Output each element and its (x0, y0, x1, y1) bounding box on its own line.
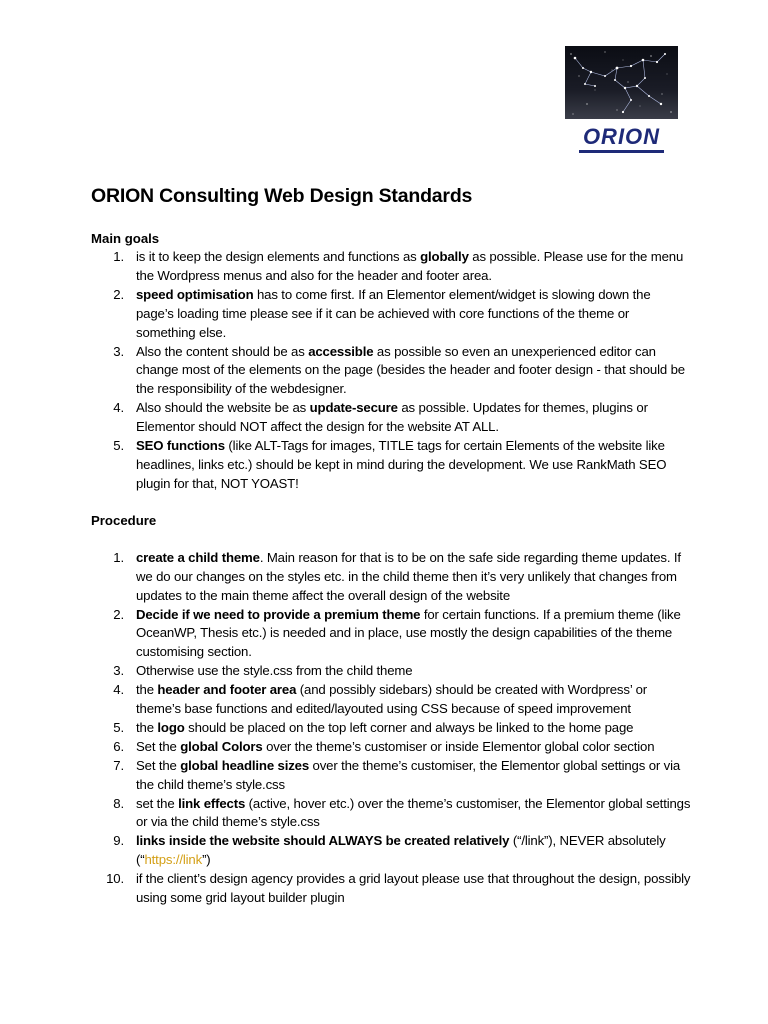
item-text: set the (136, 795, 179, 811)
item-text: (and possibly sidebars) should be created with Wordpress’ or theme’s base functions and edited/layouted using CSS because of speed improvement (136, 682, 648, 717)
item-emphasis: logo (157, 719, 185, 735)
main-goal-item (91, 399, 691, 437)
list-number: 3. (113, 663, 124, 679)
list-number: 10. (106, 871, 124, 887)
item-text: over the theme’s customiser, the Elementor global settings or via the child theme’s style.css (136, 757, 681, 792)
item-emphasis: header and footer area (157, 682, 297, 698)
main-goal-item (91, 437, 691, 494)
list-number: 2. (113, 606, 124, 622)
list-number: 5. (113, 719, 124, 735)
item-text: Set the (136, 757, 181, 773)
item-emphasis: global headline sizes (180, 757, 310, 773)
item-text: (“/link”), NEVER absolutely (“ (136, 833, 666, 868)
item-text: Also should the website be as (136, 400, 310, 416)
item-emphasis: create a child theme (136, 549, 260, 565)
procedure-item (91, 832, 691, 870)
main-goal-item (91, 248, 691, 286)
procedure-item (91, 606, 691, 663)
logo-underline (579, 150, 664, 153)
item-text: has to come first. If an Elementor element/widget is slowing down the page’s loading time please see if it can be achieved with core functions of the theme or something else. (136, 286, 651, 340)
list-number: 6. (113, 738, 124, 754)
procedure-item (91, 738, 691, 757)
item-text: the (136, 719, 158, 735)
list-number: 3. (113, 343, 124, 359)
item-text: ”) (202, 852, 211, 868)
document-body (91, 184, 691, 908)
main-goals-heading: Main goals (91, 231, 160, 246)
item-text: is it to keep the design elements and functions as (136, 249, 421, 264)
item-text: as possible. Please use for the menu the Wordpress menus and also for the header and footer area. (136, 249, 684, 283)
list-number: 5. (113, 438, 124, 454)
orion-logo (565, 46, 678, 159)
procedure-item (91, 662, 691, 681)
constellation-image (565, 46, 678, 119)
item-text: over the theme’s customiser or inside Elementor global color section (262, 738, 655, 754)
item-text: Set the (136, 738, 181, 754)
item-text: . Main reason for that is to be on the safe side regarding theme updates. If we do our changes on the styles etc. in the child theme then it’s very unlikely that changes from updates to the main theme affect the overall design of the website (136, 549, 681, 603)
item-text: if the client’s design agency provides a grid layout please use that throughout the design, possibly using some grid layout builder plugin (136, 871, 691, 906)
item-emphasis: Decide if we need to provide a premium theme (136, 606, 421, 622)
procedure-item (91, 719, 691, 738)
list-number: 2. (113, 286, 124, 302)
item-text: for certain functions. If a premium theme (like OceanWP, Thesis etc.) is needed and in place, use mostly the design capabilities of the theme customising section. (136, 606, 681, 660)
item-text: (like ALT-Tags for images, TITLE tags for certain Elements of the website like headlines, links etc.) should be kept in mind during the development. We use RankMath SEO plugin for that, NOT YOAST! (136, 438, 667, 491)
procedure-item (91, 757, 691, 795)
list-number: 1. (113, 249, 124, 264)
procedure-item (91, 681, 691, 719)
item-emphasis: links inside the website should ALWAYS be created relatively (136, 833, 510, 849)
item-emphasis: global Colors (180, 738, 263, 754)
item-text: Otherwise use the style.css from the child theme (136, 663, 413, 679)
procedure-item (91, 549, 691, 606)
list-number: 1. (113, 549, 124, 565)
example-link[interactable]: https://link (144, 852, 203, 868)
item-emphasis: globally (420, 249, 469, 264)
item-text: (active, hover etc.) over the theme’s customiser, the Elementor global settings or via the child theme’s style.css (136, 795, 691, 830)
item-text: the (136, 682, 158, 698)
document-title: ORION Consulting Web Design Standards (91, 185, 473, 207)
logo-wordmark: ORION (582, 124, 661, 149)
item-text: Also the content should be as (136, 343, 309, 359)
item-emphasis: SEO functions (136, 438, 225, 454)
item-text: as possible so even an unexperienced editor can change most of the elements on the page (besides the header and footer design - that should be the responsibility of the webdesigner. (136, 343, 685, 397)
list-number: 7. (113, 757, 124, 773)
procedure-item (91, 870, 691, 908)
item-emphasis: accessible (308, 343, 374, 359)
item-text: should be placed on the top left corner and always be linked to the home page (184, 719, 634, 735)
item-emphasis: link effects (178, 795, 246, 811)
main-goal-item (91, 286, 691, 343)
constellation-icon (565, 46, 678, 119)
item-emphasis: update-secure (309, 400, 398, 416)
main-goal-item (91, 343, 691, 400)
main-goals-list (91, 248, 691, 494)
procedure-heading: Procedure (91, 512, 157, 528)
list-number: 4. (113, 400, 124, 416)
procedure-item (91, 795, 691, 833)
item-emphasis: speed optimisation (136, 286, 254, 302)
procedure-list (91, 549, 691, 908)
list-number: 8. (113, 795, 124, 811)
list-number: 9. (113, 833, 124, 849)
item-text: as possible. Updates for themes, plugins or Elementor should NOT affect the design for the website AT ALL. (136, 400, 648, 435)
list-number: 4. (113, 682, 124, 698)
